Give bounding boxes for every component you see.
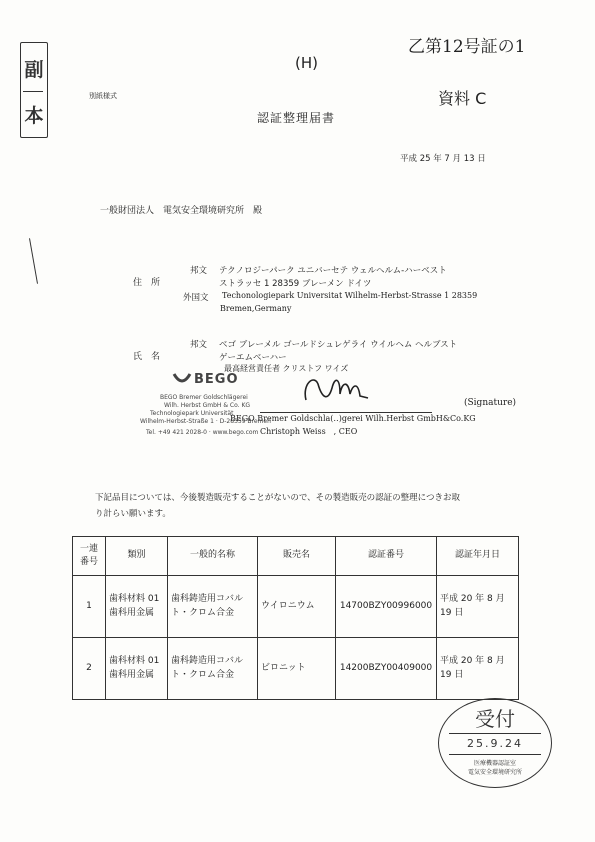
received-stamp-org: 医療機器認証室 [473, 760, 516, 767]
header-serial: 一連番号 [73, 537, 106, 576]
cell-generic-name: 歯科鋳造用コバルト・クロム合金 [168, 638, 258, 700]
cell-cert-number: 14200BZY00409000 [336, 638, 437, 700]
stamp-divider [23, 91, 43, 92]
stamp-rule [449, 733, 541, 734]
signature-scribble [300, 372, 382, 408]
company-line: Wilhelm-Herbst-Straße 1 · D-28359 Bremen [140, 418, 271, 425]
signature-line [260, 412, 432, 413]
bego-logo-icon [172, 372, 192, 388]
cell-category: 歯科材料 01 歯科用金属 [106, 638, 168, 700]
cell-generic-name: 歯科鋳造用コバルト・クロム合金 [168, 576, 258, 638]
document-title: 認証整理届書 [257, 111, 336, 125]
header-brand-name: 販売名 [258, 537, 336, 576]
address-jp-label: 邦文 [190, 266, 208, 276]
header-cert-number: 認証番号 [336, 537, 437, 576]
cell-brand-name: ビロニット [258, 638, 336, 700]
stamp-rule [449, 754, 541, 755]
received-stamp-title: 受付 [475, 707, 515, 731]
name-jp-line2: ゲーエムベーハー [219, 353, 287, 363]
address-foreign-line1: Techonologiepark Universitat Wilhelm-Herbst-Strasse 1 28359 [222, 291, 478, 300]
address-label: 住 所 [133, 278, 161, 288]
address-jp-line2: ストラッセ 1 28359 ブレーメン ドイツ [219, 279, 372, 289]
received-stamp [438, 698, 552, 788]
cell-brand-name: ウイロニウム [258, 576, 336, 638]
header-category: 類別 [106, 537, 168, 576]
items-table [72, 536, 519, 700]
company-line: Tel. +49 421 2028-0 · www.bego.com [146, 429, 259, 436]
header-cert-date: 認証年月日 [437, 537, 519, 576]
address-foreign-line2: Bremen,Germany [220, 304, 292, 313]
body-text-line2: り計らい願います。 [95, 509, 171, 519]
cell-cert-date: 平成 20 年 8 月 19 日 [437, 576, 519, 638]
stamp-char: 本 [24, 105, 44, 127]
variant-label: (H) [295, 54, 318, 72]
fukuhon-stamp [20, 42, 48, 138]
stamp-char: 副 [24, 59, 44, 81]
name-jp-label: 邦文 [190, 340, 208, 350]
header-generic-name: 一般的名称 [168, 537, 258, 576]
address-jp-line1: テクノロジーパーク ユニバーセテ ウェルヘルム-ハーベスト [219, 266, 447, 276]
material-label: 資料 C [438, 89, 487, 108]
name-jp-line1: ベゴ ブレーメル ゴールドシュレゲライ ウイルヘム ヘルブスト [219, 340, 458, 350]
exhibit-number: 乙第12号証の1 [408, 37, 526, 57]
margin-mark [29, 238, 38, 283]
company-line: Technologiepark Universität [150, 410, 234, 417]
table-row [73, 638, 519, 700]
document-date: 平成 25 年 7 月 13 日 [400, 154, 486, 164]
addressee: 一般財団法人 電気安全環境研究所 殿 [100, 206, 263, 216]
foreign-company-name: BEGO Bremer Goldschla(‥)gerei Wilh.Herbst GmbH&Co.KG [230, 414, 476, 423]
cell-cert-date: 平成 20 年 8 月 19 日 [437, 638, 519, 700]
representative-title: 最高経営責任者 クリストフ ワイズ [224, 364, 349, 373]
address-foreign-label: 外国文 [183, 293, 209, 303]
bego-logo-text: BEGO [194, 372, 239, 387]
cell-category: 歯科材料 01 歯科用金属 [106, 576, 168, 638]
cell-serial: 1 [73, 576, 106, 638]
name-label: 氏 名 [133, 352, 161, 362]
signature-label: (Signature) [464, 398, 517, 408]
form-label: 別紙様式 [89, 92, 117, 100]
body-text-line1: 下記品目については、今後製造販売することがないので、その製造販売の認証の整理につきお取 [95, 493, 460, 503]
cell-serial: 2 [73, 638, 106, 700]
received-stamp-date: 25.9.24 [467, 737, 523, 750]
table-row [73, 576, 519, 638]
table-header-row [73, 537, 519, 576]
cell-cert-number: 14700BZY00996000 [336, 576, 437, 638]
received-stamp-org: 電気安全環境研究所 [467, 769, 522, 776]
company-line: Wilh. Herbst GmbH & Co. KG [164, 402, 251, 409]
company-line: BEGO Bremer Goldschlägerei [160, 394, 248, 401]
foreign-representative: Christoph Weiss , CEO [260, 427, 358, 436]
